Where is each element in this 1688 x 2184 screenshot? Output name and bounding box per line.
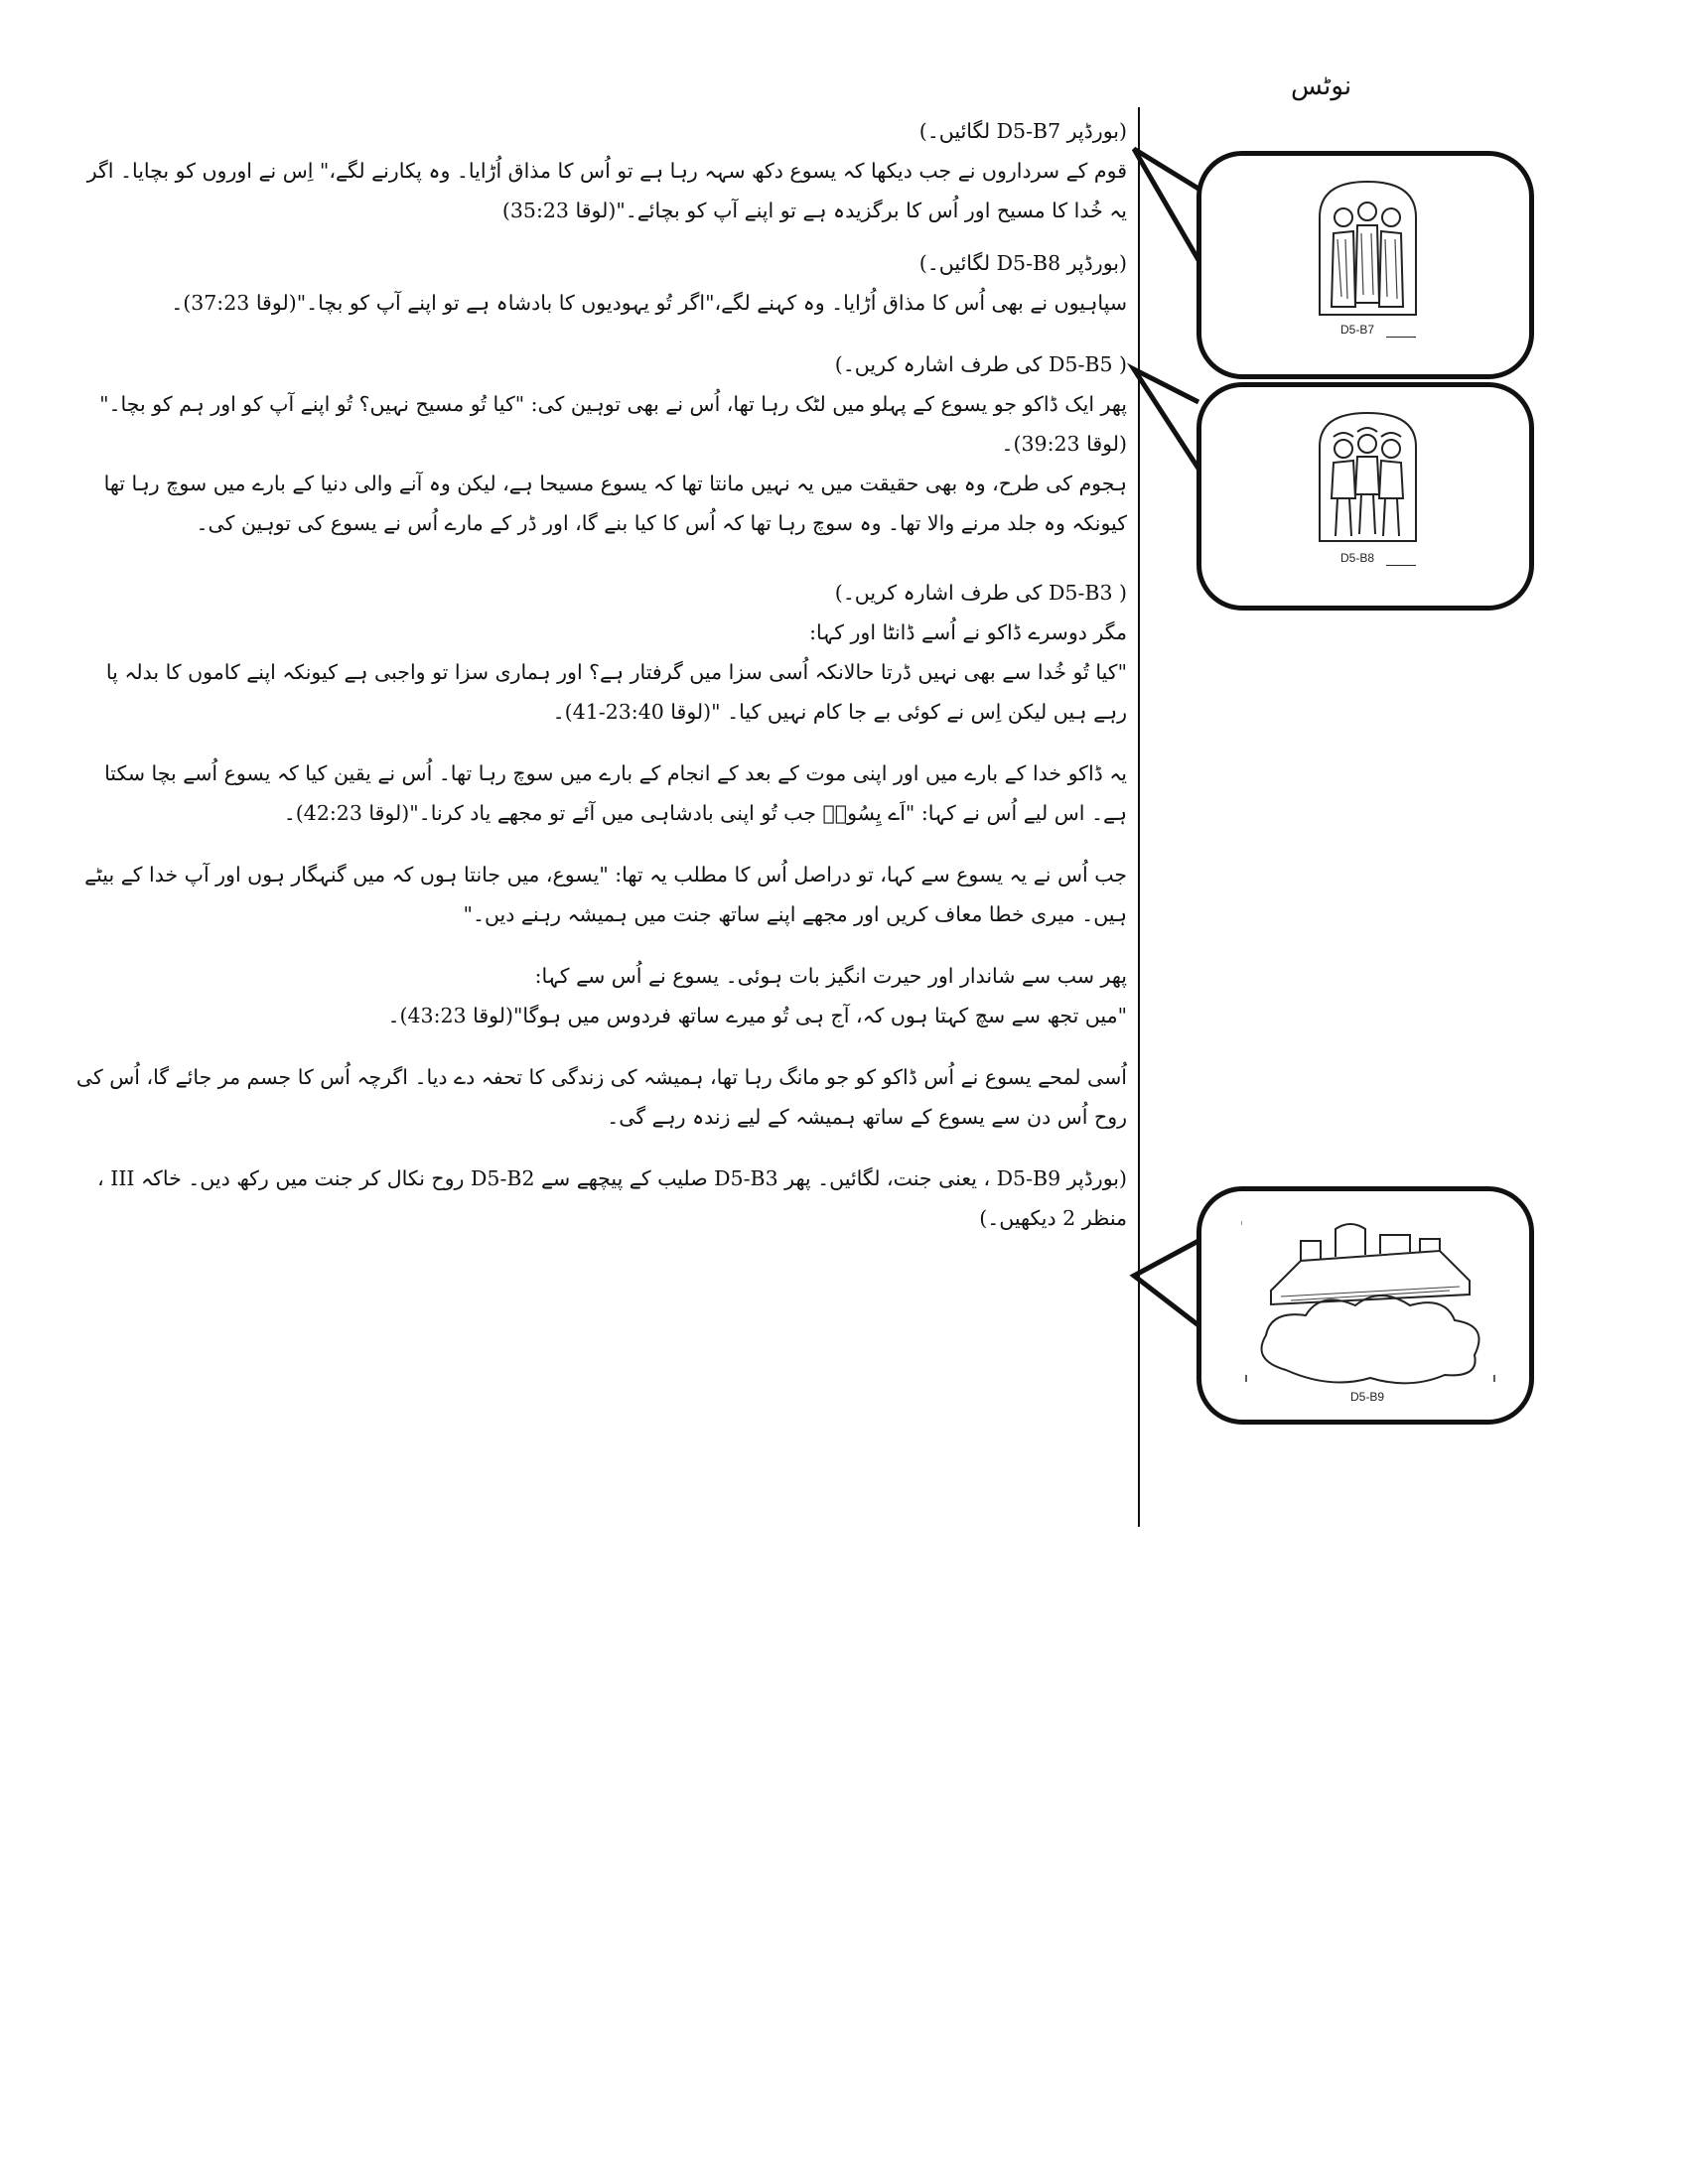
paragraph-second-thief-quote: "کیا تُو خُدا سے بھی نہیں ڈرتا حالانکہ اُسی سزا میں گرفتار ہے؟ اور ہماری سزا تو واجبی ہے کیونکہ اپنے کاموں کا بدلہ پا رہے ہیں لیکن اِس نے کوئی بے جا کام نہیں کیا۔ "(لوقا 23:40-41)۔ xyxy=(105,660,1127,724)
instruction-d5-b8: (بورڈپر D5-B8 لگائیں۔) xyxy=(918,251,1127,275)
heaven-city-icon xyxy=(1241,1211,1499,1390)
figure-caption-d5-b9: D5-B9 xyxy=(1350,1390,1385,1404)
three-figures-icon xyxy=(1316,178,1420,317)
figure-caption-d5-b8: D5-B8 xyxy=(1340,551,1375,565)
figure-bubble-d5-b8 xyxy=(1196,382,1534,611)
paragraph-wonderful-thing: پھر سب سے شاندار اور حیرت انگیز بات ہوئی۔ یسوع نے اُس سے کہا: xyxy=(534,964,1127,988)
paragraph-second-thief-rebuke: مگر دوسرے ڈاکو نے اُسے ڈانٹا اور کہا: xyxy=(809,620,1127,644)
notes-header: نوٹس xyxy=(1291,71,1352,101)
main-text-column xyxy=(74,111,1127,1238)
three-soldiers-icon xyxy=(1316,409,1420,543)
paragraph-leaders-mock: قوم کے سرداروں نے جب دیکھا کہ یسوع دکھ سہہ رہا ہے تو اُس کا مذاق اُڑایا۔ وہ پکارنے لگے،" اِس نے اوروں کو بچایا۔ اگر یہ خُدا کا مسیح اور اُس کا برگزیدہ ہے تو اپنے آپ کو بچائے۔"(لوقا 35:23) xyxy=(86,159,1127,222)
paragraph-thief-belief: یہ ڈاکو خدا کے بارے میں اور اپنی موت کے بعد کے انجام کے بارے میں سوچ رہا تھا۔ اُس نے یقین کیا کہ یسوع اُسے بچا سکتا ہے۔ اس لیے اُس نے کہا: "اَے یِسُوعؔ جب تُو اپنی بادشاہی میں آئے تو مجھے یاد کرنا۔"(لوقا 42:23)۔ xyxy=(104,761,1127,825)
paragraph-eternal-life: اُسی لمحے یسوع نے اُس ڈاکو کو جو مانگ رہا تھا، ہمیشہ کی زندگی کا تحفہ دے دیا۔ اگرچہ اُس کا جسم مر جائے گا، اُس کی روح اُس دن سے یسوع کے ساتھ ہمیشہ کے لیے زندہ رہے گی۔ xyxy=(75,1065,1127,1129)
instruction-point-d5-b5: ( D5-B5 کی طرف اشارہ کریں۔) xyxy=(834,352,1127,376)
column-divider xyxy=(1138,107,1140,1527)
figure-bubble-d5-b7 xyxy=(1196,151,1534,379)
paragraph-paradise-quote: "میں تجھ سے سچ کہتا ہوں کہ، آج ہی تُو میرے ساتھ فردوس میں ہوگا"(لوقا 43:23)۔ xyxy=(387,1004,1127,1027)
instruction-point-d5-b3: ( D5-B3 کی طرف اشارہ کریں۔) xyxy=(834,581,1127,605)
paragraph-soldiers-mock: سپاہیوں نے بھی اُس کا مذاق اُڑایا۔ وہ کہنے لگے،"اگر تُو یہودیوں کا بادشاہ ہے تو اپنے آپ کو بچا۔"(لوقا 37:23)۔ xyxy=(171,291,1127,315)
caption-underline xyxy=(1386,337,1416,338)
instruction-d5-b9: (بورڈپر D5-B9 ، یعنی جنت، لگائیں۔ پھر D5-B3 صلیب کے پیچھے سے D5-B2 روح نکال کر جنت میں رکھ دیں۔ خاکہ III ، منظر 2 دیکھیں۔) xyxy=(97,1166,1127,1230)
figure-caption-d5-b7: D5-B7 xyxy=(1340,323,1375,337)
paragraph-first-thief: پھر ایک ڈاکو جو یسوع کے پہلو میں لٹک رہا تھا، اُس نے بھی توہین کی: "کیا تُو مسیح نہیں؟ تُو اپنے آپ کو اور ہم کو بچا۔"(لوقا 39:23)۔ xyxy=(99,392,1127,456)
caption-underline xyxy=(1386,565,1416,566)
paragraph-crowd-like: ہجوم کی طرح، وہ بھی حقیقت میں یہ نہیں مانتا تھا کہ یسوع مسیحا ہے، لیکن وہ آنے والی دنیا کے بارے میں سوچ رہا تھا کیونکہ وہ جلد مرنے والا تھا۔ وہ سوچ رہا تھا کہ اُس کا کیا بنے گا، اور ڈر کے مارے اُس نے یسوع کی توہین کی۔ xyxy=(103,472,1127,535)
figure-bubble-d5-b9 xyxy=(1196,1186,1534,1425)
paragraph-meaning: جب اُس نے یہ یسوع سے کہا، تو دراصل اُس کا مطلب یہ تھا: "یسوع، میں جانتا ہوں کہ میں گنہگار ہوں اور آپ خدا کے بیٹے ہیں۔ میری خطا معاف کریں اور مجھے اپنے ساتھ جنت میں ہمیشہ رہنے دیں۔" xyxy=(84,863,1127,926)
instruction-d5-b7: (بورڈپر D5-B7 لگائیں۔) xyxy=(918,119,1127,143)
